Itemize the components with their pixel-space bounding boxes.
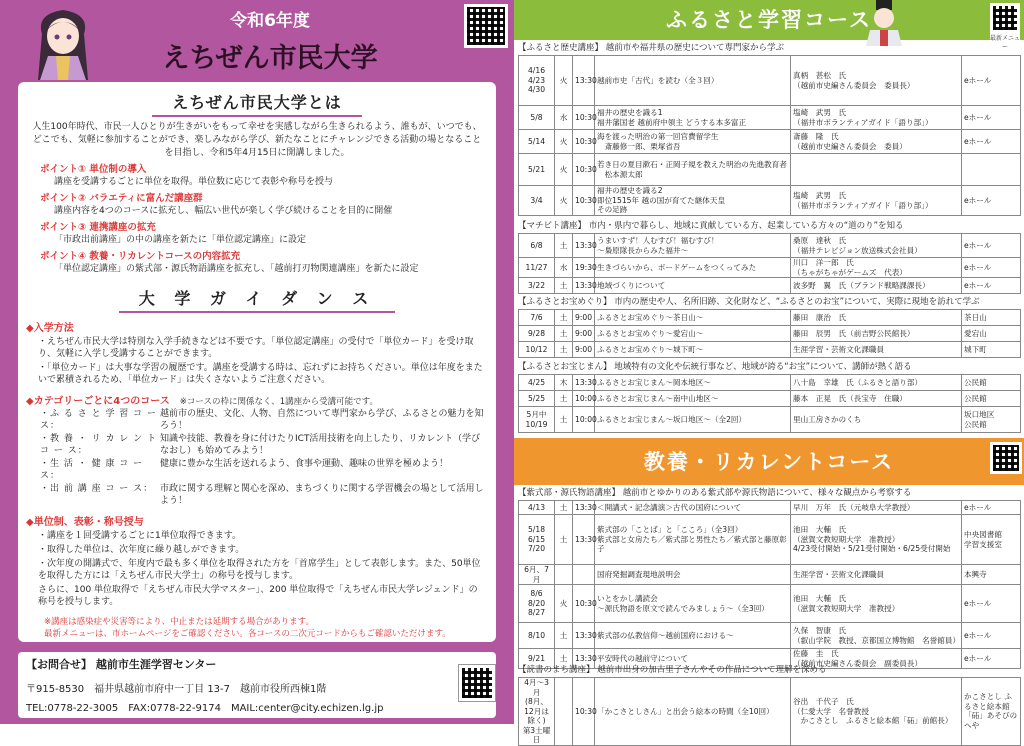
- time-cell: 10:30: [573, 106, 595, 130]
- lecture-title-cell: 越前市史「古代」を読む（全３回）: [595, 56, 791, 106]
- venue-cell: 坂口地区 公民館: [962, 407, 1021, 433]
- time-cell: 13:30: [573, 623, 595, 649]
- venue-cell: 本興寺: [962, 565, 1021, 585]
- lecturer-cell: 久保 智康 氏 （叡山学院 教授、京都国立博物館 名誉館員）: [791, 623, 962, 649]
- venue-cell: eホール: [962, 106, 1021, 130]
- course-desc: 健康に豊かな生活を送れるよう、食事や運動、趣味の世界を極めよう！: [160, 459, 449, 469]
- main-content-card: [18, 82, 496, 642]
- time-cell: 13:30: [573, 515, 595, 565]
- weekday-cell: 土: [555, 342, 573, 358]
- weekday-cell: 土: [555, 278, 573, 294]
- lecturer-cell: 生涯学習・芸術文化課職員: [791, 342, 962, 358]
- admission-text: ・えちぜん市民大学は特別な入学手続きなどは不要です。「単位認定講座」の受付で「単位カード」を受け取り、気軽に入学し受講することができます。: [38, 337, 474, 359]
- schedule-table-murasaki: [518, 500, 1021, 669]
- point-label: ポイント② バラエティに富んだ講座群: [40, 193, 203, 204]
- lecture-title-cell: ふるさとお宝じまん〜岡本地区〜: [595, 375, 791, 391]
- notice-text: [44, 616, 496, 640]
- weekday-cell: 土: [555, 310, 573, 326]
- point-desc: 「市政出前講座」の中の講座を新たに「単位認定講座」に設定: [54, 235, 307, 245]
- lecturer-cell: 生涯学習・芸術文化課職員: [791, 565, 962, 585]
- lecturer-cell: 早川 万年 氏（元岐阜大学教授）: [791, 501, 962, 515]
- venue-cell: eホール: [962, 258, 1021, 278]
- lecture-title-cell: 紫式部の仏教信仰〜越前国府における〜: [595, 623, 791, 649]
- date-cell: 4/25: [519, 375, 555, 391]
- section-title-about: えちぜん市民大学とは: [152, 90, 362, 117]
- lecturer-cell: 池田 大輔 氏 （滋賀文教短期大学 准教授） 4/23受付開始・5/21受付開始・6/25受付開始: [791, 515, 962, 565]
- table-row: [519, 56, 1021, 106]
- weekday-cell: 土: [555, 391, 573, 407]
- point-1: [40, 163, 496, 189]
- section-heading: 【紫式部・源氏物語講座】 越前市とゆかりのある紫式部や源氏物語について、様々な観点から考察する: [518, 488, 912, 498]
- schedule-table-reading: [518, 677, 1021, 746]
- kyoyo-course-banner: 教養・リカレントコース: [514, 438, 1024, 485]
- course-item: [40, 433, 486, 457]
- credits-heading: ◆単位制、表彰・称号授与: [26, 517, 144, 528]
- venue-cell: 中央図書館 学習支援室: [962, 515, 1021, 565]
- course-desc: 知識や技能、教養を身に付けたりICT活用技術を向上したり、リカレント（学びなおし）も始めてみよう！: [160, 434, 481, 456]
- character-illustration-icon: [28, 4, 98, 80]
- table-row: [519, 154, 1021, 186]
- table-row: [519, 565, 1021, 585]
- page-title: えちぜん市民大学: [162, 43, 378, 74]
- venue-cell: 茶日山: [962, 310, 1021, 326]
- date-cell: 4/16 4/23 4/30: [519, 56, 555, 106]
- venue-cell: 愛宕山: [962, 326, 1021, 342]
- qr-code-icon[interactable]: [990, 442, 1022, 474]
- time-cell: 10:30: [573, 130, 595, 154]
- time-cell: 9:00: [573, 310, 595, 326]
- time-cell: 10:30: [573, 585, 595, 623]
- time-cell: 10:30: [573, 154, 595, 186]
- course-item: [40, 483, 486, 507]
- section-title-guidance: 大 学 ガ イ ダ ン ス: [119, 286, 395, 313]
- table-row: [519, 515, 1021, 565]
- course-desc: 越前市の歴史、文化、人物、自然について専門家から学び、ふるさとの魅力を知ろう！: [160, 409, 484, 431]
- date-cell: 9/28: [519, 326, 555, 342]
- intro-text: 人生100年時代、市民一人ひとりが生きがいをもって幸せを実感しながら生きられるよう、誰もが、いつでも、どこでも、気軽に参加することができ、楽しみながら学び、新たなことにチャレンジできる活動の場となることを目指し、令和5年4月15日に開講しました。: [32, 122, 482, 158]
- contact-phone-email[interactable]: TEL:0778-22-3005 FAX:0778-22-9174 MAIL:center@city.echizen.lg.jp: [26, 703, 384, 714]
- lecture-title-cell: 「かこさとしさん」と出会う絵本の時間（全10回）: [595, 678, 791, 746]
- lecture-title-cell: 紫式部の「ことば」と「こころ」（全3回） 紫式部と女房たち／紫式部と男性たち／紫式部と藤原彰子: [595, 515, 791, 565]
- table-row: [519, 678, 1021, 746]
- lecture-title-cell: ふるさとお宝めぐり〜城下町〜: [595, 342, 791, 358]
- venue-cell: eホール: [962, 623, 1021, 649]
- venue-cell: eホール: [962, 186, 1021, 216]
- lecturer-cell: 八十島 幸雄 氏（ふるさと語り部）: [791, 375, 962, 391]
- notice-line: ※講座は感染症や災害等により、中止または延期する場合があります。: [44, 617, 314, 627]
- course-item: [40, 458, 486, 482]
- contact-address: 〒915-8530 福井県越前市府中一丁目 13-7 越前市役所西棟1階: [26, 684, 327, 695]
- table-row: [519, 186, 1021, 216]
- point-2: [40, 192, 496, 218]
- lecturer-cell: 池田 大輔 氏 （滋賀文教短期大学 准教授）: [791, 585, 962, 623]
- venue-cell: 城下町: [962, 342, 1021, 358]
- point-desc: 「単位認定講座」の紫式部・源氏物語講座を拡充し、「越前打刃物関連講座」を新たに設定: [54, 264, 419, 274]
- course-name: ・生 活 ・ 健 康 コ ー ス：: [40, 459, 144, 481]
- lecturer-cell: 藤田 康治 氏: [791, 310, 962, 326]
- courses-note: ※コースの枠に関係なく、1講座から受講可能です。: [179, 397, 379, 407]
- course-item: [40, 408, 486, 432]
- date-cell: 3/4: [519, 186, 555, 216]
- table-row: [519, 342, 1021, 358]
- fiscal-year: 令和6年度: [230, 11, 310, 31]
- date-cell: 10/12: [519, 342, 555, 358]
- lecture-title-cell: ＜開講式・記念講演＞古代の国府について: [595, 501, 791, 515]
- weekday-cell: 木: [555, 375, 573, 391]
- weekday-cell: [555, 678, 573, 746]
- time-cell: 13:30: [573, 56, 595, 106]
- weekday-cell: 火: [555, 56, 573, 106]
- point-desc: 講座を受講するごとに単位を取得。単位数に応じて表彰や称号を授与: [54, 177, 334, 187]
- credits-text: ・次年度の開講式で、年度内で最も多く単位を取得された方を「首席学生」として表彰します。また、50単位を取得した方には「えちぜん市民大学士」の称号を授与します。: [38, 559, 481, 581]
- point-label: ポイント④ 教養・リカレントコースの内容拡充: [40, 251, 241, 262]
- time-cell: 10:30: [573, 186, 595, 216]
- lecturer-cell: 塩崎 武男 氏 （福井市ボランティアガイド「語り部」）: [791, 106, 962, 130]
- lecture-title-cell: 海を渡った明治の第一回官費留学生 斎藤修一郎、栗塚省吾: [595, 130, 791, 154]
- section-heading: 【読書のまち講座】 越前市出身の加古里子さんやその作品について理解を深める: [518, 665, 827, 675]
- date-cell: 5/21: [519, 154, 555, 186]
- notice-line: 最新メニューは、市ホームページをご確認ください。各コースの二次元コードからもご確認いただけます。: [44, 629, 451, 639]
- venue-cell: eホール: [962, 501, 1021, 515]
- weekday-cell: 土: [555, 515, 573, 565]
- time-cell: 10:00: [573, 391, 595, 407]
- contact-box: [18, 652, 496, 718]
- samurai-character-icon: [864, 0, 904, 46]
- lecturer-cell: [791, 154, 962, 186]
- time-cell: 13:30: [573, 234, 595, 258]
- credits-text: ・取得した単位は、次年度に繰り越しができます。: [38, 545, 245, 555]
- venue-cell: eホール: [962, 234, 1021, 258]
- lecturer-cell: 佐藤 圭 氏 （越前市史編さん委員会 副委員長）: [791, 649, 962, 669]
- date-cell: 5/8: [519, 106, 555, 130]
- date-cell: 7/6: [519, 310, 555, 326]
- lecturer-cell: 里山工房さかのくち: [791, 407, 962, 433]
- lecture-title-cell: 地域づくりについて: [595, 278, 791, 294]
- lecture-title-cell: いとをかし講読会 〜源氏物語を原文で読んでみましょう〜（全3回）: [595, 585, 791, 623]
- time-cell: 9:00: [573, 326, 595, 342]
- lecture-title-cell: 福井の歴史を識る2 即位1515年 越の国が育てた継体天皇 その足跡: [595, 186, 791, 216]
- date-cell: 5月中 10/19: [519, 407, 555, 433]
- lecture-title-cell: 平安時代の越前守について: [595, 649, 791, 669]
- section-heading: 【ふるさとお宝じまん】 地域特有の文化や伝統行事など、地域が誇る“お宝”について、講師が熱く語る: [518, 362, 912, 372]
- date-cell: 5/25: [519, 391, 555, 407]
- weekday-cell: 火: [555, 154, 573, 186]
- weekday-cell: 土: [555, 501, 573, 515]
- venue-cell: 公民館: [962, 391, 1021, 407]
- credits-text: ・講座を１回受講するごとに1単位取得できます。: [38, 531, 242, 541]
- weekday-cell: [555, 565, 573, 585]
- table-row: [519, 278, 1021, 294]
- courses-heading: [26, 392, 496, 407]
- venue-cell: [962, 154, 1021, 186]
- section-heading: 【ふるさと歴史講座】 越前市や福井県の歴史について専門家から学ぶ: [518, 43, 785, 53]
- point-4: [40, 250, 496, 276]
- lecturer-cell: 波多野 翼 氏（ブランド戦略課課長）: [791, 278, 962, 294]
- courses-heading-text: ◆カテゴリーごとに4つのコース: [26, 396, 170, 407]
- venue-cell: eホール: [962, 56, 1021, 106]
- weekday-cell: 土: [555, 407, 573, 433]
- table-row: [519, 623, 1021, 649]
- table-row: [519, 501, 1021, 515]
- course-name: ・出 前 講 座 コ ー ス：: [40, 484, 154, 494]
- table-row: [519, 130, 1021, 154]
- point-label: ポイント③ 連携講座の拡充: [40, 222, 156, 233]
- weekday-cell: 土: [555, 623, 573, 649]
- venue-cell: eホール: [962, 649, 1021, 669]
- date-cell: 6/8: [519, 234, 555, 258]
- time-cell: 13:30: [573, 278, 595, 294]
- contact-title: 【お問合せ】 越前市生涯学習センター: [26, 658, 217, 671]
- section-heading: 【ふるさとお宝めぐり】 市内の歴史や人、名所旧跡、文化財など、“ふるさとのお宝”について、実際に現地を訪れて学ぶ: [518, 297, 980, 307]
- course-desc: 市政に関する理解と関心を深め、まちづくりに関する学習機会の場として活用しよう！: [160, 484, 484, 506]
- weekday-cell: 土: [555, 234, 573, 258]
- time-cell: [573, 565, 595, 585]
- date-cell: 4月〜3月 (8月、12月は除く) 第3土曜日: [519, 678, 555, 746]
- date-cell: 8/6 8/20 8/27: [519, 585, 555, 623]
- lecture-title-cell: ふるさとお宝じまん〜坂口地区〜（全2回）: [595, 407, 791, 433]
- qr-code-icon[interactable]: [990, 3, 1020, 33]
- course-name: ・教 養 ・ リ カ レ ン ト コ ー ス：: [40, 434, 158, 456]
- lecture-title-cell: 生きづらいから、ボードゲームをつくってみた: [595, 258, 791, 278]
- table-row: [519, 234, 1021, 258]
- weekday-cell: 土: [555, 649, 573, 669]
- lecturer-cell: 藤田 辰男 氏（前吉野公民館長）: [791, 326, 962, 342]
- lecturer-cell: 川口 洋一郎 氏 （ちゃがちゃがゲームズ 代表）: [791, 258, 962, 278]
- lecture-title-cell: ふるさとお宝めぐり〜愛宕山〜: [595, 326, 791, 342]
- lecture-title-cell: ふるさとお宝めぐり〜茶日山〜: [595, 310, 791, 326]
- lecture-title-cell: 福井の歴史を識る1 福井藩国老 越前府中領主 どうする本多富正: [595, 106, 791, 130]
- lecturer-cell: 塩崎 武男 氏 （福井市ボランティアガイド「語り部」）: [791, 186, 962, 216]
- venue-cell: eホール: [962, 278, 1021, 294]
- lecture-title-cell: 若き日の夏目漱石・正岡子規を教えた明治の先進教育者 松本源太郎: [595, 154, 791, 186]
- schedule-table-treasure-tour: [518, 309, 1021, 358]
- table-row: [519, 106, 1021, 130]
- time-cell: 9:00: [573, 342, 595, 358]
- venue-cell: eホール: [962, 585, 1021, 623]
- schedule-table-machibito: [518, 233, 1021, 294]
- qr-code-icon[interactable]: [458, 664, 496, 702]
- date-cell: 8/10: [519, 623, 555, 649]
- time-cell: 19:30: [573, 258, 595, 278]
- time-cell: 13:30: [573, 649, 595, 669]
- admission-heading: ◆入学方法: [26, 323, 74, 334]
- lecturer-cell: 桑原 達秋 氏 （福井テレビジョン放送株式会社員）: [791, 234, 962, 258]
- header-area: [0, 0, 514, 80]
- lecture-title-cell: うまいすず！人むすび！福むすび！ 〜梟原隊長からみた福井〜: [595, 234, 791, 258]
- lecturer-cell: 真柄 甚松 氏 （越前市史編さん委員会 委員長）: [791, 56, 962, 106]
- lecture-title-cell: ふるさとお宝じまん〜南中山地区〜: [595, 391, 791, 407]
- right-panel: [514, 0, 1024, 744]
- date-cell: 5/14: [519, 130, 555, 154]
- table-row: [519, 375, 1021, 391]
- table-row: [519, 391, 1021, 407]
- date-cell: 6月、7月: [519, 565, 555, 585]
- date-cell: 11/27: [519, 258, 555, 278]
- weekday-cell: 土: [555, 326, 573, 342]
- weekday-cell: 水: [555, 258, 573, 278]
- admission-text: ・「単位カード」は大事な学習の履歴です。講座を受講する時は、忘れずにお持ちください。単位は年度をまたいで累積されるため、「単位カード」は失くさないようご注意ください。: [38, 363, 483, 385]
- left-panel: [0, 0, 514, 724]
- time-cell: 10:30: [573, 678, 595, 746]
- lecturer-cell: 藤本 正晃 氏（長宝寺 住職）: [791, 391, 962, 407]
- weekday-cell: 水: [555, 106, 573, 130]
- table-row: [519, 326, 1021, 342]
- venue-cell: かこさとし ふるさと絵本館「砳」あそびのへや: [962, 678, 1021, 746]
- time-cell: 13:30: [573, 375, 595, 391]
- table-row: [519, 258, 1021, 278]
- date-cell: 9/21: [519, 649, 555, 669]
- time-cell: 13:30: [573, 501, 595, 515]
- time-cell: 10:00: [573, 407, 595, 433]
- weekday-cell: 火: [555, 130, 573, 154]
- section-heading: 【マチビト講座】 市内・県内で暮らし、地域に貢献している方、起業している方々の“道のり”を知る: [518, 221, 904, 231]
- table-row: [519, 585, 1021, 623]
- point-3: [40, 221, 496, 247]
- table-row: [519, 310, 1021, 326]
- course-name: ・ふ る さ と 学 習 コ ー ス：: [40, 409, 158, 431]
- lecturer-cell: 斎藤 隆 氏 （越前市史編さん委員会 委員）: [791, 130, 962, 154]
- lecturer-cell: 谷出 千代子 氏 （仁愛大学 名誉教授 かこさとし ふるさと絵本館「砳」前館長）: [791, 678, 962, 746]
- qr-code-icon[interactable]: [464, 4, 508, 48]
- venue-cell: 公民館: [962, 375, 1021, 391]
- weekday-cell: 火: [555, 186, 573, 216]
- schedule-table-history: [518, 55, 1021, 216]
- weekday-cell: 火: [555, 585, 573, 623]
- point-label: ポイント① 単位制の導入: [40, 164, 147, 175]
- date-cell: 3/22: [519, 278, 555, 294]
- schedule-table-treasure-pride: [518, 374, 1021, 433]
- lecture-title-cell: 国府発掘調査現地説明会: [595, 565, 791, 585]
- credits-text: さらに、100 単位取得で「えちぜん市民大学マスター」、200 単位取得で「えちぜん市民大学レジェンド」の称号を授与します。: [38, 585, 478, 607]
- furusato-course-banner: ふるさと学習コース: [514, 0, 1024, 40]
- point-desc: 講座内容を4つのコースに拡充し、幅広い世代が楽しく学び続けることを目的に開催: [54, 206, 393, 216]
- venue-cell: eホール: [962, 130, 1021, 154]
- latest-menu-label: 最新メニュー: [990, 35, 1021, 51]
- date-cell: 5/18 6/15 7/20: [519, 515, 555, 565]
- table-row: [519, 407, 1021, 433]
- date-cell: 4/13: [519, 501, 555, 515]
